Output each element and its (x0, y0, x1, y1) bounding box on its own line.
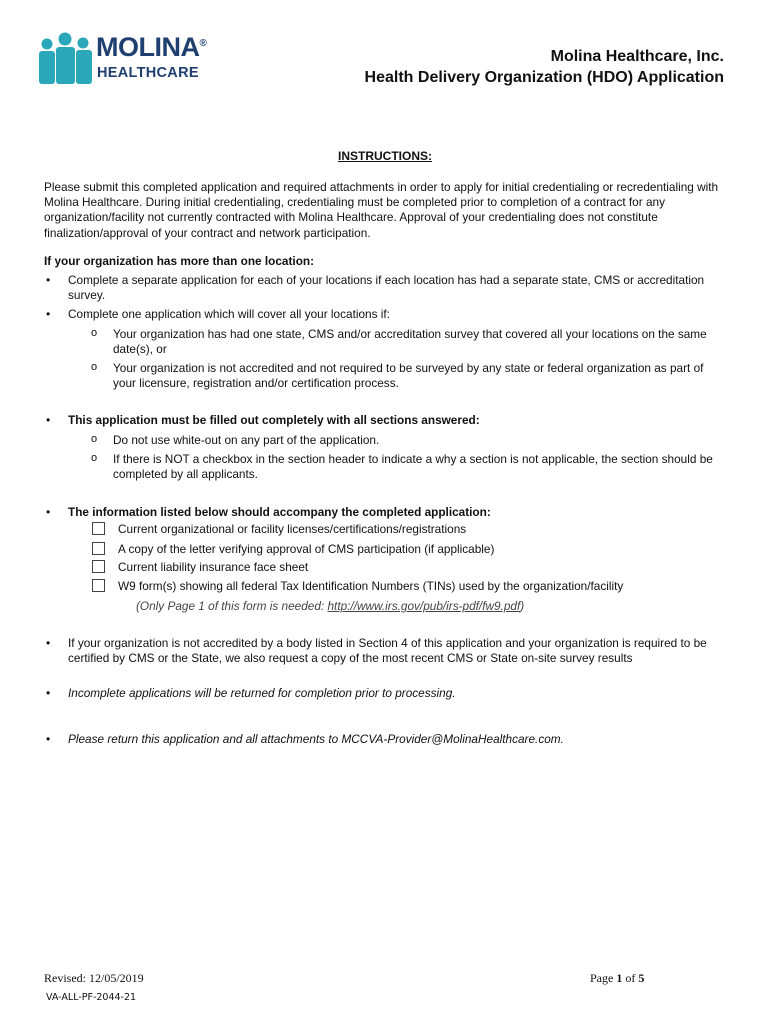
complete-heading: This application must be filled out completely with all sections answered: (68, 413, 480, 427)
attachment-item: A copy of the letter verifying approval of CMS participation (if applicable) (118, 542, 495, 556)
people-icon (36, 32, 96, 88)
w9-note: (Only Page 1 of this form is needed: http://www.irs.gov/pub/irs-pdf/fw9.pdf) (136, 599, 525, 613)
bullet-icon: • (46, 307, 51, 321)
attachment-item: Current liability insurance face sheet (118, 560, 309, 574)
form-id: VA-ALL-PF-2044-21 (46, 992, 137, 1003)
list-item: Complete one application which will cover all your locations if: (68, 307, 390, 321)
circle-bullet-icon: o (91, 452, 98, 464)
multi-location-heading: If your organization has more than one location: (44, 254, 315, 268)
logo-wordmark: MOLINA® (96, 32, 207, 62)
bullet-icon: • (46, 686, 51, 700)
document-title: Health Delivery Organization (HDO) Application (364, 69, 724, 86)
bullet-icon: • (46, 505, 51, 519)
circle-bullet-icon: o (91, 433, 98, 445)
bullet-icon: • (46, 636, 51, 650)
w9-link[interactable]: http://www.irs.gov/pub/irs-pdf/fw9.pdf (327, 599, 521, 613)
company-name: Molina Healthcare, Inc. (550, 48, 724, 65)
bullet-icon: • (46, 732, 51, 746)
attachment-checkbox[interactable] (92, 579, 105, 592)
list-item: Your organization is not accredited and not required to be surveyed by any state or federal organization as part of your licensure, registration and/or certification process. (113, 361, 704, 391)
attachment-item: W9 form(s) showing all federal Tax Identification Numbers (TINs) used by the organization/facility (118, 579, 624, 593)
molina-logo (36, 32, 211, 88)
list-item: If there is NOT a checkbox in the section header to indicate a why a section is not applicable, the section should be completed by all applicants. (113, 452, 713, 482)
bullet-icon: • (46, 273, 51, 287)
attachment-checkbox[interactable] (92, 542, 105, 555)
return-note: Please return this application and all attachments to MCCVA-Provider@MolinaHealthcare.com. (68, 732, 564, 746)
list-item: Do not use white-out on any part of the application. (113, 433, 380, 447)
attachment-checkbox[interactable] (92, 560, 105, 573)
incomplete-note: Incomplete applications will be returned for completion prior to processing. (68, 686, 456, 700)
circle-bullet-icon: o (91, 327, 98, 339)
logo-subtext: HEALTHCARE (97, 65, 199, 81)
bullet-icon: • (46, 413, 51, 427)
attachments-heading: The information listed below should accompany the completed application: (68, 505, 491, 519)
list-item: Complete a separate application for each of your locations if each location has had a separate state, CMS or accreditation survey. (68, 273, 705, 303)
list-item: Your organization has had one state, CMS and/or accreditation survey that covered all your locations on the same date(s), or (113, 327, 707, 357)
page-number: Page 1 of 5 (590, 971, 645, 985)
attachment-checkbox[interactable] (92, 522, 105, 535)
circle-bullet-icon: o (91, 361, 98, 373)
intro-paragraph: Please submit this completed application and required attachments in order to apply for initial credentialing or recredentialing with Molina Healthcare. During initial credentialing, credentialing must be completed prior to completion of a contract for any organization/facility not currently contracted with Molina Healthcare. Approval of your credentialing does not constitute finalization/approval of your contract and network participation. (44, 180, 719, 240)
accredited-note: If your organization is not accredited by a body listed in Section 4 of this application and your organization is required to be certified by CMS or the State, we also request a copy of the most recent CMS or State on-site survey results (68, 636, 707, 666)
revised-date: Revised: 12/05/2019 (44, 971, 144, 985)
attachment-item: Current organizational or facility licenses/certifications/registrations (118, 522, 467, 536)
instructions-heading: INSTRUCTIONS: (338, 149, 432, 163)
